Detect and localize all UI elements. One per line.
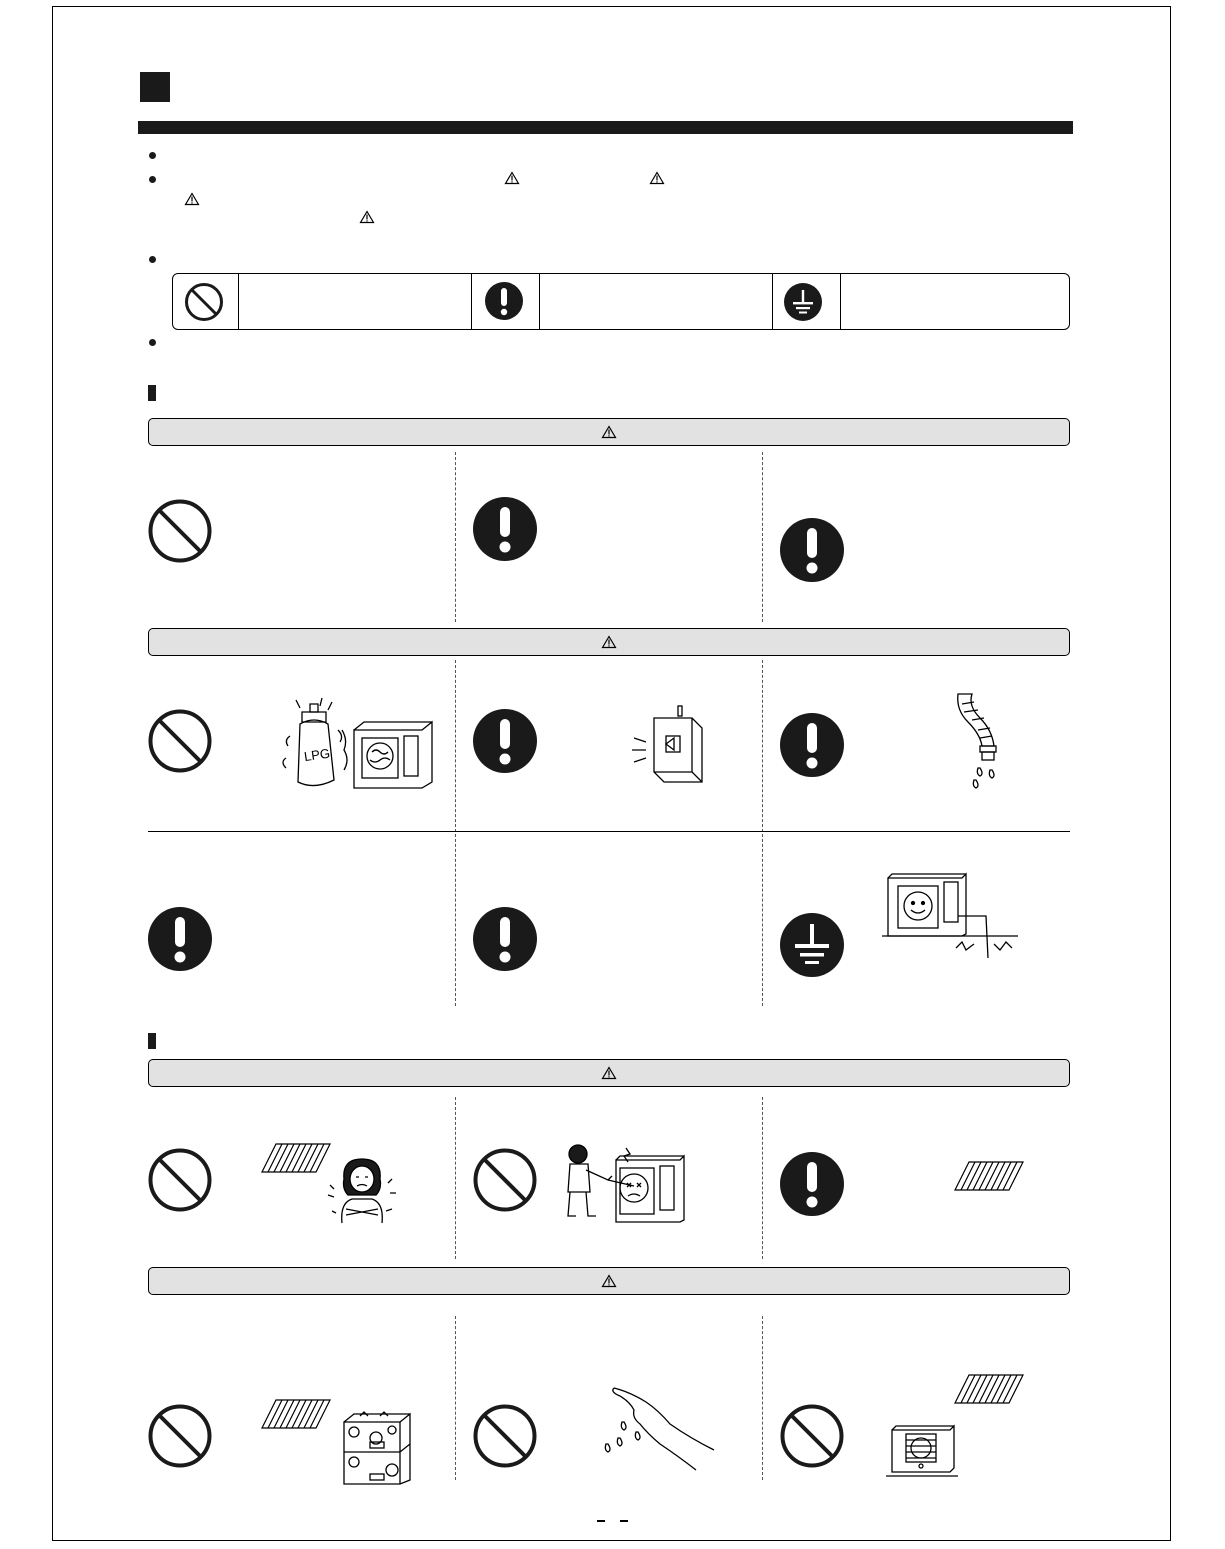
ground-icon [783,282,823,322]
section-number-box [140,72,170,102]
exclamation-icon [484,281,524,321]
column-divider [762,1097,763,1259]
page-number-mark [597,1520,605,1522]
ground-icon [779,912,845,978]
leaking-hose-illustration [950,690,1010,790]
exclamation-icon [779,1151,845,1217]
column-divider [762,452,763,622]
bullet-4 [149,339,156,346]
prohibition-icon [147,1147,213,1213]
svg-text:LPG: LPG [303,745,331,765]
warning-banner-2 [148,628,1070,656]
stacked-fruit-boxes-illustration [340,1408,414,1486]
prohibition-icon [472,1403,538,1469]
column-divider [762,660,763,1006]
column-divider [762,1316,763,1480]
legend-cell-mandatory-text [540,274,773,329]
heater-illustration [886,1424,960,1478]
warning-triangle-icon [185,193,199,205]
row-separator [148,831,1070,832]
bullet-1 [149,152,156,159]
exclamation-icon [779,517,845,583]
lpg-cylinder-illustration [282,700,442,795]
warning-triangle-icon [650,172,664,184]
exclamation-icon [472,496,538,562]
header-rule [138,121,1073,134]
exclamation-icon [472,708,538,774]
page-number-mark [620,1520,628,1522]
prohibition-icon [147,498,213,564]
warning-triangle-icon [602,1275,616,1287]
symbol-legend [172,273,1070,330]
hatched-airflow-illustration [262,1142,332,1174]
warning-banner-3 [148,1059,1070,1087]
column-divider [455,1097,456,1259]
warning-triangle-icon [505,172,519,184]
column-divider [455,452,456,622]
exclamation-icon [779,712,845,778]
section-marker-1 [148,385,156,401]
hatched-airflow-illustration [262,1398,332,1430]
bullet-2 [149,176,156,183]
exclamation-icon [147,906,213,972]
warning-triangle-icon [602,636,616,648]
warning-triangle-icon [602,1067,616,1079]
warning-triangle-icon [360,211,374,223]
wet-hand-illustration [600,1384,718,1476]
exclamation-icon [472,906,538,972]
person-poking-unit-illustration [560,1140,690,1224]
prohibition-icon [779,1403,845,1469]
legend-cell-prohibit-text [239,274,472,329]
prohibition-icon [184,282,224,322]
warning-triangle-icon [602,426,616,438]
grounded-unit-illustration [882,872,1022,962]
prohibition-icon [147,708,213,774]
column-divider [455,1316,456,1480]
cold-person-illustration [326,1155,398,1227]
wall-switch-illustration [630,704,710,784]
hatched-airflow-illustration [955,1373,1025,1405]
bullet-3 [149,256,156,263]
hatched-airflow-illustration [955,1160,1025,1192]
prohibition-icon [147,1403,213,1469]
prohibition-icon [472,1147,538,1213]
column-divider [455,660,456,1006]
section-marker-2 [148,1033,156,1049]
warning-banner-1 [148,418,1070,446]
warning-banner-4 [148,1267,1070,1295]
